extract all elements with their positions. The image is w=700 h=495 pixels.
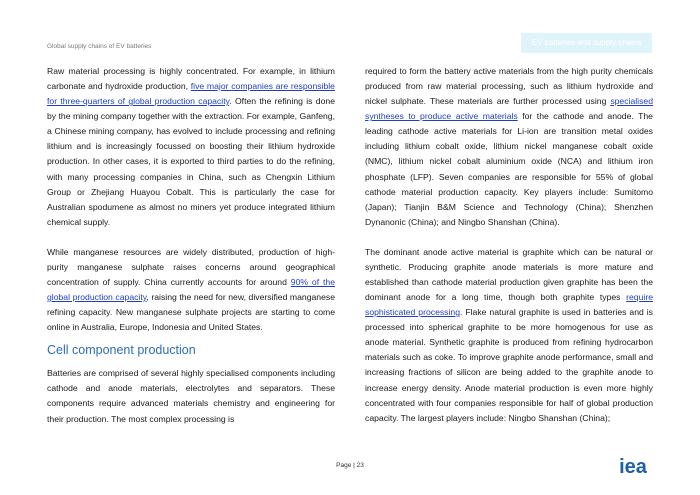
left-column	[47, 64, 335, 427]
paragraph-cathode-materials: required to form the battery active materials from the high purity chemicals produced from raw material processing, such as lithium hydroxide and nickel sulphate. These materials are further processed using specialised syntheses to produce active materials for the cathode and anode. The leading cathode active materials for Li-ion are transition metal oxides including lithium cobalt oxide, lithium nickel manganese cobalt oxide (NMC), lithium nickel cobalt aluminium oxide (NCA) and lithium iron phosphate (LFP). Seven companies are responsible for 55% of global cathode material production capacity. Key players include: Sumitomo (Japan); Tianjin B&M Science and Technology (China); Shenzhen Dynanonic (China); and Ningbo Shanshan (China).	[365, 66, 653, 227]
link-sophisticated-processing[interactable]: require sophisticated processing	[365, 292, 653, 318]
paragraph-cell-components: Batteries are comprised of several highly specialised components including cathode and anode materials, electrolytes and separators. These components require advanced materials chemistry and engineering for their production. The most complex processing is	[47, 368, 335, 424]
link-specialised-syntheses[interactable]: specialised syntheses to produce active materials	[365, 96, 653, 122]
svg-text:iea: iea	[619, 456, 647, 477]
paragraph-manganese: While manganese resources are widely distributed, production of high-purity manganese sulphate raises concerns around geographical concentration of supply. China currently accounts for around 90% of the global production capacity, raising the need for new, diversified manganese refining capacity. New manganese sulphate projects are starting to come online in Australia, Europe, Indonesia and United States.	[47, 246, 336, 333]
right-column	[365, 64, 653, 426]
section-heading: Cell component production	[47, 343, 196, 358]
paragraph-anode-graphite: The dominant anode active material is graphite which can be natural or synthetic. Producing graphite anode materials is more mature and established than cathode material production given graphite has been the dominant anode for a long time, though both graphite types require sophisticated processing. Flake natural graphite is used in batteries and is processed into spherical graphite to be more homogenous for use as anode material. Synthetic graphite is produced from refining hydrocarbon materials such as coke. To improve graphite anode performance, small and increasing fractions of silicon are being added to the graphite anode to increase energy density. Anode material production is even more highly concentrated with four companies responsible for half of global production capacity. The largest players include: Ningbo Shanshan (China);	[365, 246, 653, 423]
running-header: Global supply chains of EV batteries	[47, 43, 152, 50]
link-five-major-companies[interactable]: five major companies are responsible for three-quarters of global production capacity	[47, 81, 335, 107]
chapter-tag: EV batteries and supply chains	[521, 33, 652, 53]
iea-logo	[612, 455, 654, 477]
link-global-production-capacity[interactable]: 90% of the global production capacity	[47, 277, 335, 303]
paragraph-lithium-processing: Raw material processing is highly concentrated. For example, in lithium carbonate and hydroxide production, five major companies are responsible for three-quarters of global production capacity. Often the refining is done by the mining company together with the extraction. For example, Ganfeng, a Chinese mining company, has evolved to include processing and refining lithium and is increasingly focussed on boosting their lithium hydroxide production. In other cases, it is exported to third parties to do the refining, with many processing companies in China, such as Chengxin Lithium Group or Zhejiang Huayou Cobalt. This is particularly the case for Australian spodumene as almost no miners yet produce integrated lithium chemical supply.	[47, 66, 335, 227]
page-number: Page | 23	[336, 462, 364, 469]
